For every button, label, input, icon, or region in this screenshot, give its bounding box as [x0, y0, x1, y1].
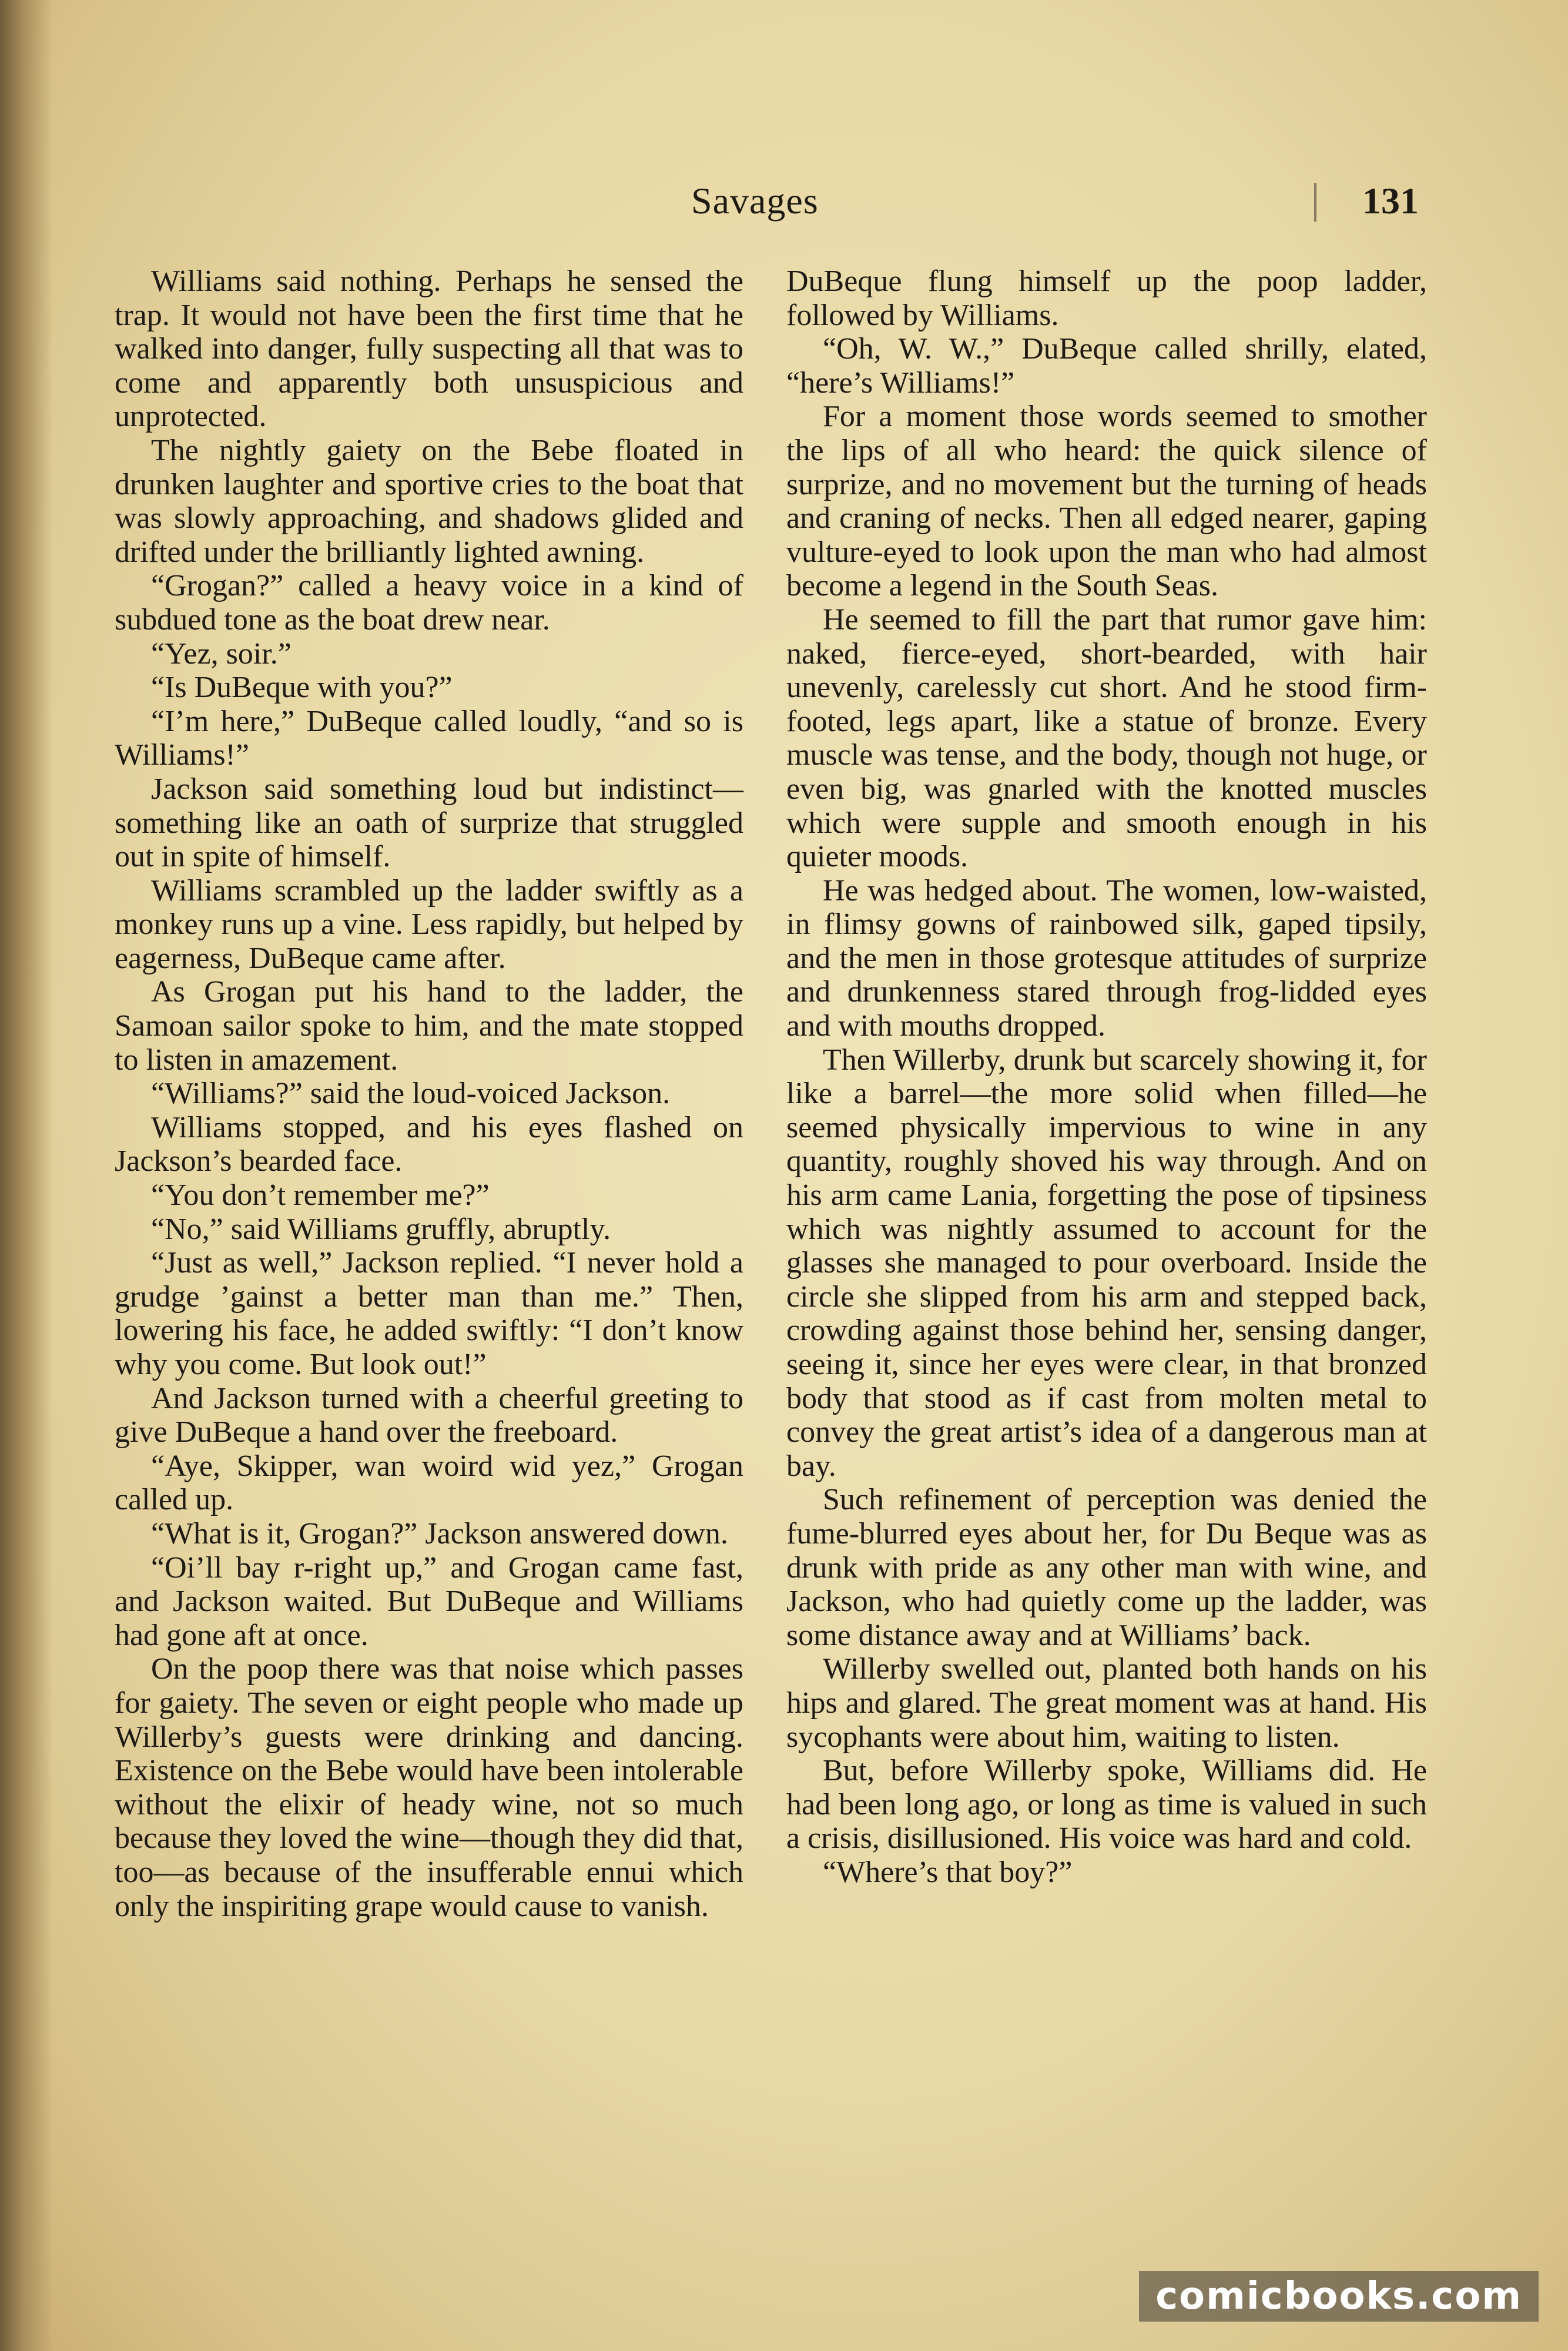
paragraph: Williams stopped, and his eyes flashed on Jackson’s bearded face.	[115, 1110, 743, 1178]
running-head	[0, 179, 1568, 232]
paragraph: “Is DuBeque with you?”	[151, 671, 453, 705]
paragraph: “Yez, soir.”	[151, 637, 292, 671]
paragraph: “Aye, Skipper, wan woird wid yez,” Grogan called up.	[115, 1449, 743, 1517]
header-divider	[1314, 183, 1316, 222]
paragraph: DuBeque flung himself up the poop ladder, followed by Williams.	[786, 264, 1427, 332]
right-column	[786, 264, 1427, 1890]
paragraph: “No,” said Williams gruffly, abruptly.	[151, 1212, 611, 1246]
paragraph: “Oh, W. W.,” DuBeque called shrilly, elated, “here’s Williams!”	[786, 332, 1427, 400]
paragraph: But, before Willerby spoke, Williams did. He had been long ago, or long as time is valued in such a crisis, disillusioned. His voice was hard and cold.	[786, 1754, 1427, 1856]
paragraph: As Grogan put his hand to the ladder, the Samoan sailor spoke to him, and the mate stopped to listen in amazement.	[115, 975, 743, 1077]
paragraph: And Jackson turned with a cheerful greeting to give DuBeque a hand over the freeboard.	[115, 1381, 743, 1449]
paragraph: For a moment those words seemed to smother the lips of all who heard: the quick silence of surprize, and no movement but the turning of heads and craning of necks. Then all edged nearer, gaping vulture-eyed to look upon the man who had almost become a legend in the South Seas.	[786, 400, 1427, 603]
page-number: 131	[1362, 180, 1419, 222]
paragraph: “I’m here,” DuBeque called loudly, “and so is Williams!”	[115, 704, 743, 772]
paragraph: “Grogan?” called a heavy voice in a kind of subdued tone as the boat drew near.	[115, 569, 743, 637]
running-title: Savages	[691, 180, 819, 222]
paragraph: “Just as well,” Jackson replied. “I never hold a grudge ’gainst a better man than me.” Then, lowering his face, he added swiftly: “I don’t know why you come. But look out!”	[115, 1246, 743, 1381]
left-column	[115, 264, 743, 1923]
paragraph: On the poop there was that noise which passes for gaiety. The seven or eight people who made up Willerby’s guests were drinking and dancing. Existence on the Bebe would have been intolerable without the elixir of heady wine, not so much because they loved the wine—though they did that, too—as because of the insufferable ennui which only the inspiriting grape would cause to vanish.	[115, 1652, 743, 1923]
watermark: comicbooks.com	[1139, 2271, 1539, 2322]
binding-shadow	[0, 0, 53, 2351]
paragraph: “You don’t remember me?”	[151, 1178, 490, 1213]
paragraph: He was hedged about. The women, low-waisted, in flimsy gowns of rainbowed silk, gaped tipsily, and the men in those grotesque attitudes of surprize and drunkenness stared through frog-lidded eyes and with mouths dropped.	[786, 873, 1427, 1043]
paragraph: “Williams?” said the loud-voiced Jackson.	[151, 1077, 671, 1111]
paragraph: Willerby swelled out, planted both hands on his hips and glared. The great moment was at hand. His sycophants were about him, waiting to listen.	[786, 1652, 1427, 1754]
paragraph: He seemed to fill the part that rumor gave him: naked, fierce-eyed, short-bearded, with hair unevenly, carelessly cut short. And he stood firm-footed, legs apart, like a statue of bronze. Every muscle was tense, and the body, though not huge, or even big, was gnarled with the knotted muscles which were supple and smooth enough in his quieter moods.	[786, 602, 1427, 874]
paragraph: Then Willerby, drunk but scarcely showing it, for like a barrel—the more solid when filled—he seemed physically impervious to wine in any quantity, roughly shoved his way through. And on his arm came Lania, forgetting the pose of tipsiness which was nightly assumed to account for the glasses she managed to pour overboard. Inside the circle she slipped from his arm and stepped back, crowding against those behind her, sensing danger, seeing it, since her eyes were clear, in that bronzed body that stood as if cast from molten metal to convey the great artist’s idea of a dangerous man at bay.	[786, 1043, 1427, 1483]
paragraph: Williams scrambled up the ladder swiftly as a monkey runs up a vine. Less rapidly, but helped by eagerness, DuBeque came after.	[115, 873, 743, 975]
paragraph: “Where’s that boy?”	[823, 1855, 1073, 1889]
paragraph: Such refinement of perception was denied the fume-blurred eyes about her, for Du Beque was as drunk with pride as any other man with wine, and Jackson, who had quietly come up the ladder, was some distance away and at Williams’ back.	[786, 1483, 1427, 1652]
paragraph: Williams said nothing. Perhaps he sensed the trap. It would not have been the first time that he walked into danger, fully suspecting all that was to come and apparently both unsuspicious and unprotected.	[115, 264, 743, 434]
paragraph: “What is it, Grogan?” Jackson answered down.	[151, 1516, 728, 1550]
paragraph: Jackson said something loud but indistinct—something like an oath of surprize that struggled out in spite of himself.	[115, 772, 743, 874]
paragraph: The nightly gaiety on the Bebe floated in drunken laughter and sportive cries to the boat that was slowly approaching, and shadows glided and drifted under the brilliantly lighted awning.	[115, 433, 743, 569]
paragraph: “Oi’ll bay r-right up,” and Grogan came fast, and Jackson waited. But DuBeque and Williams had gone aft at once.	[115, 1550, 743, 1652]
